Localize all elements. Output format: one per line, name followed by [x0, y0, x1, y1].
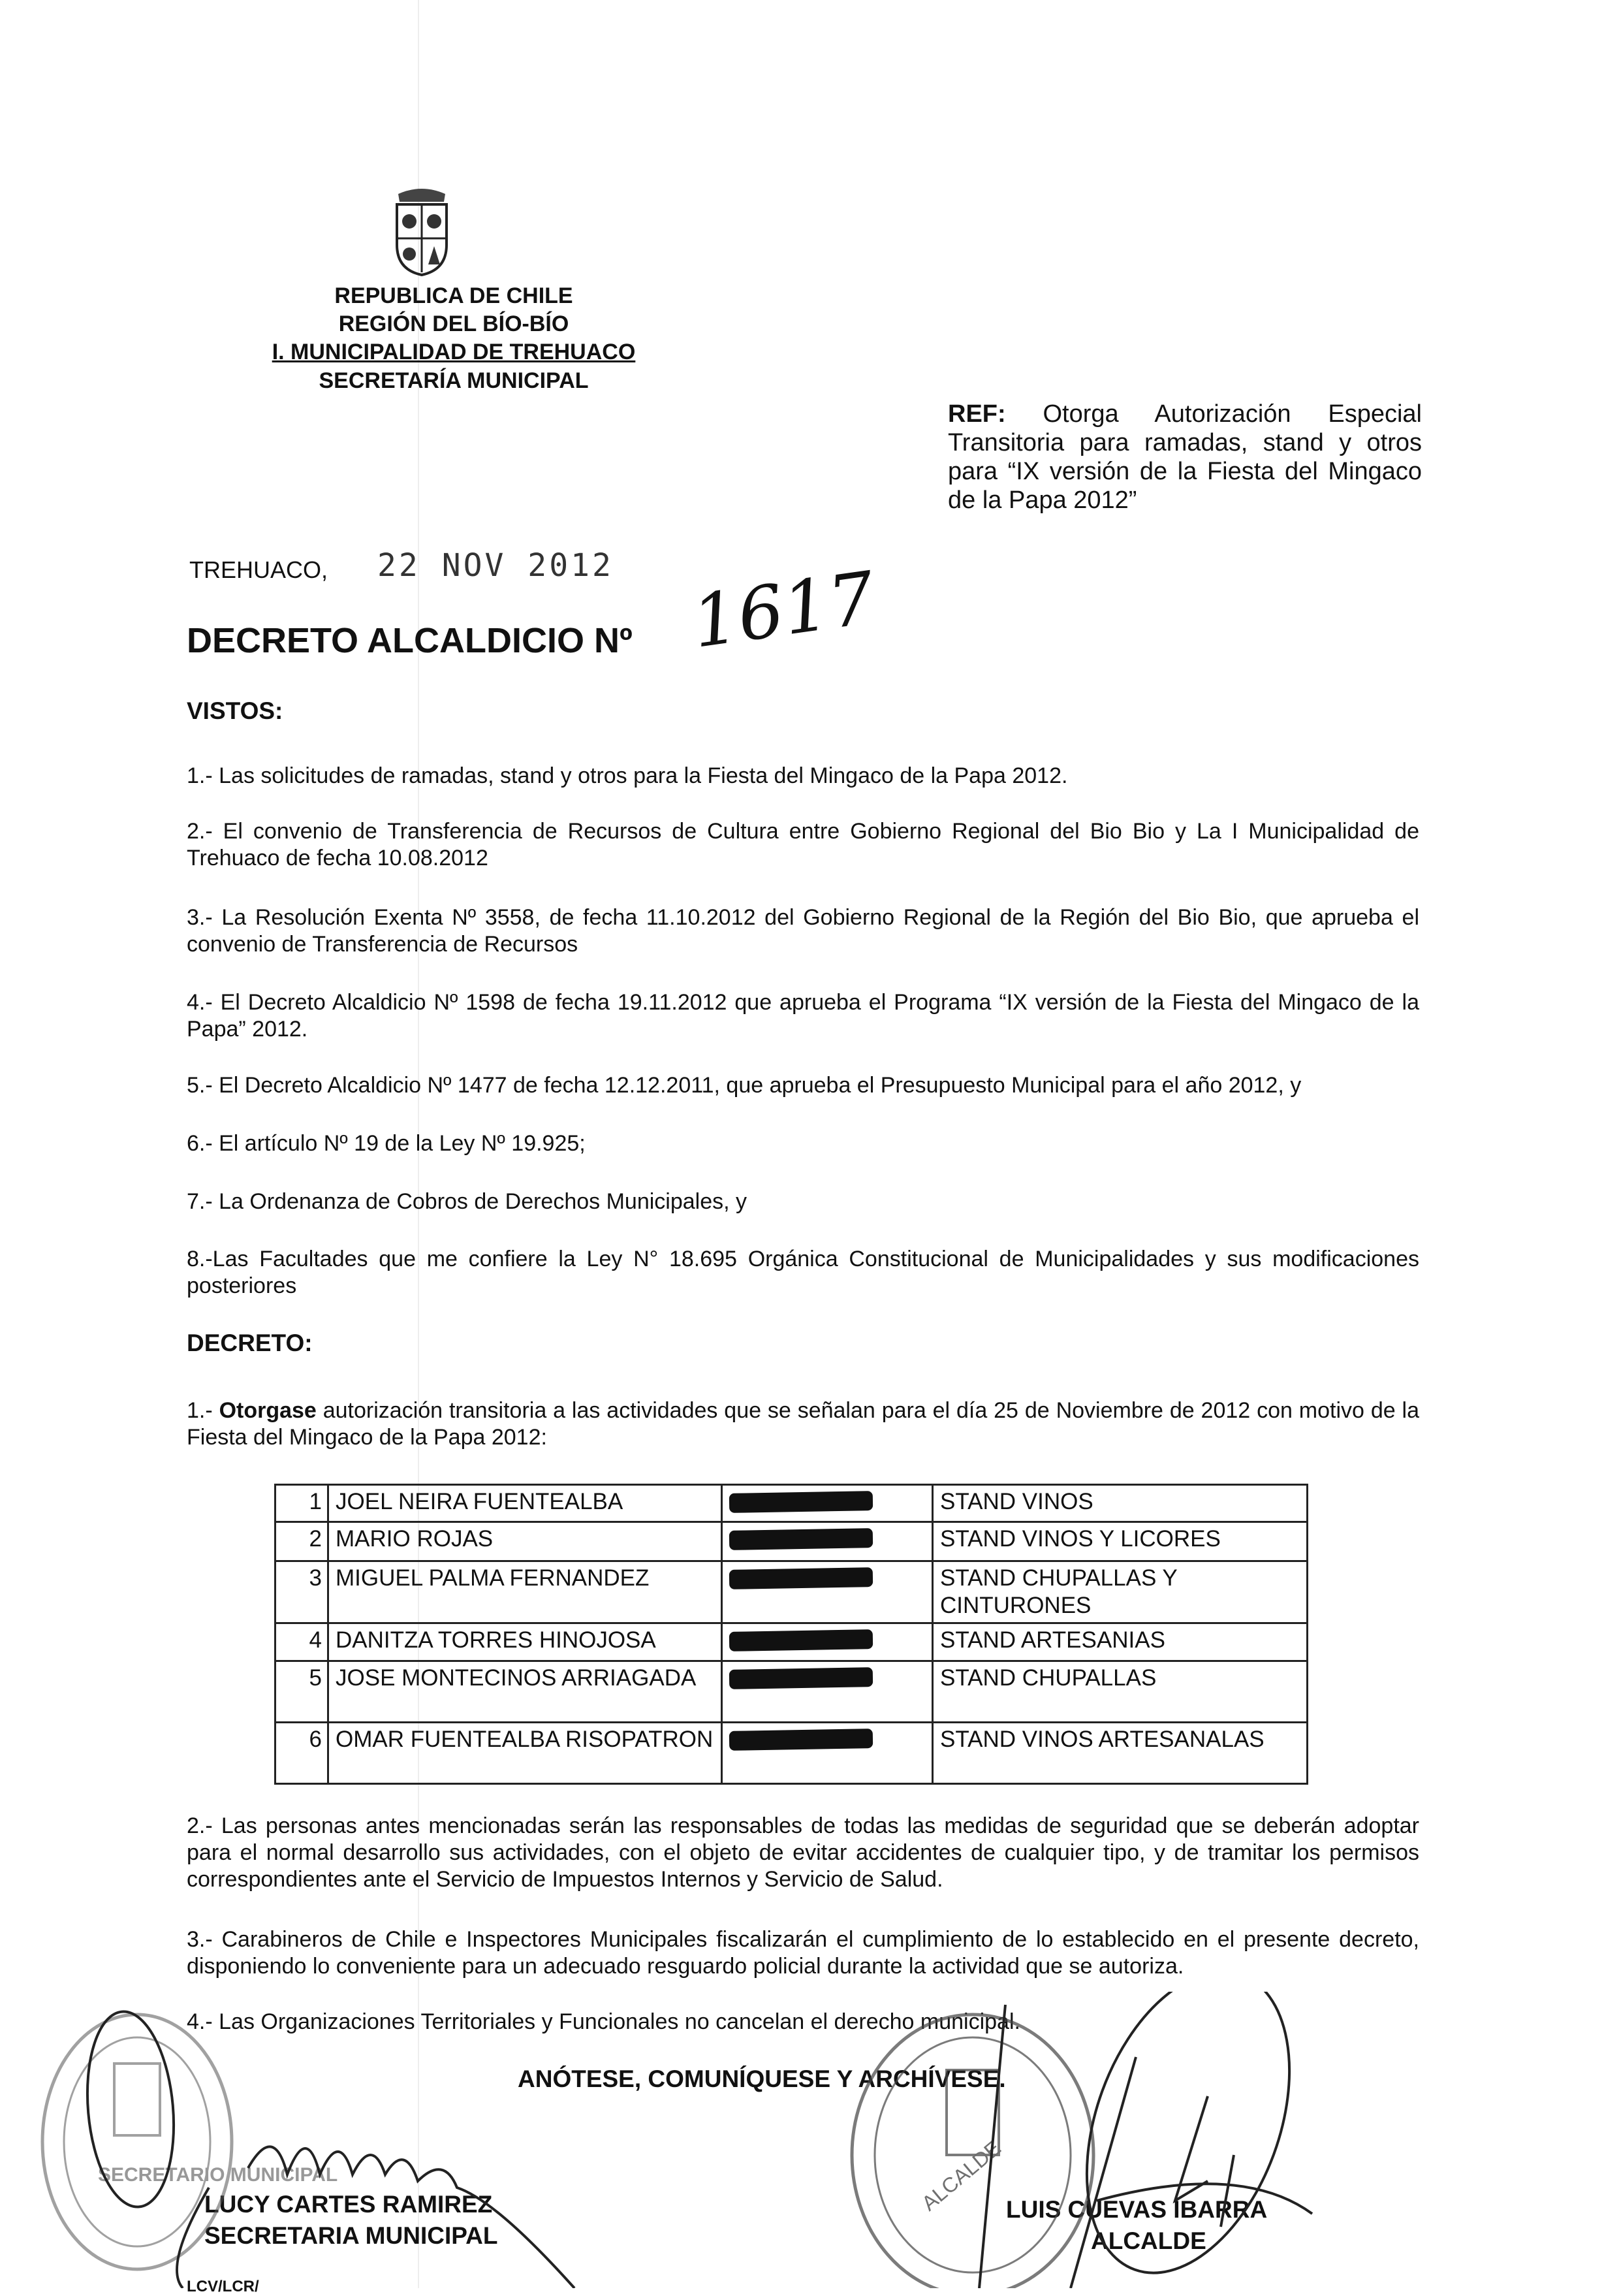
row-number: 6	[275, 1723, 328, 1784]
decree-number-handwritten: 1617	[687, 556, 880, 664]
vistos-item: 7.- La Ordenanza de Cobros de Derechos Municipales, y	[187, 1189, 747, 1214]
person-name: MIGUEL PALMA FERNANDEZ	[328, 1561, 722, 1623]
item-verb: Otorgase	[219, 1398, 317, 1423]
reference-block	[948, 400, 1422, 515]
activity: STAND CHUPALLAS Y CINTURONES	[933, 1561, 1308, 1623]
vistos-item: 1.- Las solicitudes de ramadas, stand y otros para la Fiesta del Mingaco de la Papa 2012.	[187, 763, 1068, 788]
table-row	[275, 1561, 1308, 1623]
seal-center-text: SECRETARIO MUNICIPAL	[98, 2164, 338, 2186]
authorization-table	[274, 1484, 1308, 1785]
redacted-id	[722, 1522, 933, 1561]
place: TREHUACO,	[189, 556, 328, 583]
person-name: OMAR FUENTEALBA RISOPATRON	[328, 1723, 722, 1784]
redaction-mark	[729, 1629, 873, 1651]
table-row	[275, 1723, 1308, 1784]
table-row	[275, 1485, 1308, 1522]
redaction-mark	[729, 1491, 873, 1513]
vistos-heading: VISTOS:	[187, 697, 283, 724]
decreto-item: 2.- Las personas antes mencionadas serán las responsables de todas las medidas de seguridad que se deberán adoptar para el normal desarrollo sus actividades, con el objeto de evitar accidentes de cualquier tipo, y de tramitar los permisos correspondientes ante el Servicio de Impuestos Internos y Servicio de Salud.	[187, 1813, 1419, 1892]
redacted-id	[722, 1661, 933, 1723]
activity: STAND ARTESANIAS	[933, 1623, 1308, 1661]
header-secretariat: SECRETARÍA MUNICIPAL	[319, 368, 589, 393]
secretary-role: SECRETARIA MUNICIPAL	[204, 2222, 498, 2249]
header-municipality: I. MUNICIPALIDAD DE TREHUACO	[272, 340, 636, 364]
vistos-item: 5.- El Decreto Alcaldicio Nº 1477 de fecha 12.12.2011, que aprueba el Presupuesto Municipal para el año 2012, y	[187, 1073, 1302, 1098]
mayor-name: LUIS CUEVAS IBARRA	[1006, 2196, 1268, 2223]
redaction-mark	[729, 1528, 873, 1550]
footer-initials: LCV/LCR/	[187, 2278, 259, 2295]
item-number: 1.-	[187, 1398, 219, 1423]
row-number: 5	[275, 1661, 328, 1723]
page-title: DECRETO ALCALDICIO Nº	[187, 621, 633, 660]
item-text: autorización transitoria a las actividades que se señalan para el día 25 de Noviembre de 2012 con motivo de la Fiesta del Mingaco de la Papa 2012:	[187, 1398, 1420, 1450]
mayor-seal	[852, 2015, 1093, 2288]
redacted-id	[722, 1623, 933, 1661]
date-stamp: 22 NOV 2012	[377, 547, 614, 584]
redaction-mark	[729, 1667, 873, 1689]
ref-label: REF:	[948, 400, 1006, 428]
redacted-id	[722, 1561, 933, 1623]
decreto-heading: DECRETO:	[187, 1330, 313, 1356]
decreto-item-1	[187, 1397, 1419, 1451]
header-republic: REPUBLICA DE CHILE	[334, 283, 573, 308]
coat-of-arms-icon	[392, 186, 452, 278]
table-row	[275, 1623, 1308, 1661]
redacted-id	[722, 1485, 933, 1522]
secretary-signature	[80, 2008, 574, 2288]
vistos-item: 4.- El Decreto Alcaldicio Nº 1598 de fecha 19.11.2012 que aprueba el Programa “IX versión de la Fiesta del Mingaco de la Papa” 2012.	[187, 990, 1419, 1042]
person-name: JOSE MONTECINOS ARRIAGADA	[328, 1661, 722, 1723]
secretary-name: LUCY CARTES RAMIREZ	[204, 2191, 493, 2218]
person-name: JOEL NEIRA FUENTEALBA	[328, 1485, 722, 1522]
secretary-seal	[42, 2015, 338, 2269]
vistos-item: 6.- El artículo Nº 19 de la Ley Nº 19.925;	[187, 1131, 586, 1156]
table-row	[275, 1522, 1308, 1561]
person-name: MARIO ROJAS	[328, 1522, 722, 1561]
row-number: 1	[275, 1485, 328, 1522]
row-number: 2	[275, 1522, 328, 1561]
redaction-mark	[729, 1729, 873, 1751]
mayor-signature	[979, 1992, 1328, 2288]
redaction-mark	[729, 1567, 873, 1589]
row-number: 4	[275, 1623, 328, 1661]
decreto-item: 3.- Carabineros de Chile e Inspectores Municipales fiscalizarán el cumplimiento de lo establecido en el presente decreto, disponiendo lo conveniente para un adecuado resguardo policial durante la actividad que se autoriza.	[187, 1927, 1419, 1979]
vistos-item: 3.- La Resolución Exenta Nº 3558, de fecha 11.10.2012 del Gobierno Regional de la Región del Bio Bio, que aprueba el convenio de Transferencia de Recursos	[187, 905, 1419, 957]
vistos-item: 8.-Las Facultades que me confiere la Ley N° 18.695 Orgánica Constitucional de Municipalidades y sus modificaciones posteriores	[187, 1247, 1419, 1298]
table-row	[275, 1661, 1308, 1723]
mayor-role: ALCALDE	[1091, 2227, 1206, 2254]
decreto-item: 4.- Las Organizaciones Territoriales y Funcionales no cancelan el derecho municipal.	[187, 2009, 1020, 2034]
activity: STAND CHUPALLAS	[933, 1661, 1308, 1723]
person-name: DANITZA TORRES HINOJOSA	[328, 1623, 722, 1661]
activity: STAND VINOS Y LICORES	[933, 1522, 1308, 1561]
seals-and-signatures	[0, 1992, 1619, 2288]
activity: STAND VINOS	[933, 1485, 1308, 1522]
closing-formula: ANÓTESE, COMUNÍQUESE Y ARCHÍVESE.	[518, 2065, 1006, 2092]
seal-center-text: ALCALDE	[917, 2135, 1005, 2216]
redacted-id	[722, 1723, 933, 1784]
header-region: REGIÓN DEL BÍO-BÍO	[338, 311, 569, 336]
activity: STAND VINOS ARTESANALAS	[933, 1723, 1308, 1784]
vistos-item: 2.- El convenio de Transferencia de Recursos de Cultura entre Gobierno Regional del Bio Bio y La I Municipalidad de Trehuaco de fecha 10.08.2012	[187, 819, 1419, 870]
row-number: 3	[275, 1561, 328, 1623]
ref-text: Otorga Autorización Especial Transitoria para ramadas, stand y otros para “IX versión de la Fiesta del Mingaco de la Papa 2012”	[948, 400, 1422, 514]
